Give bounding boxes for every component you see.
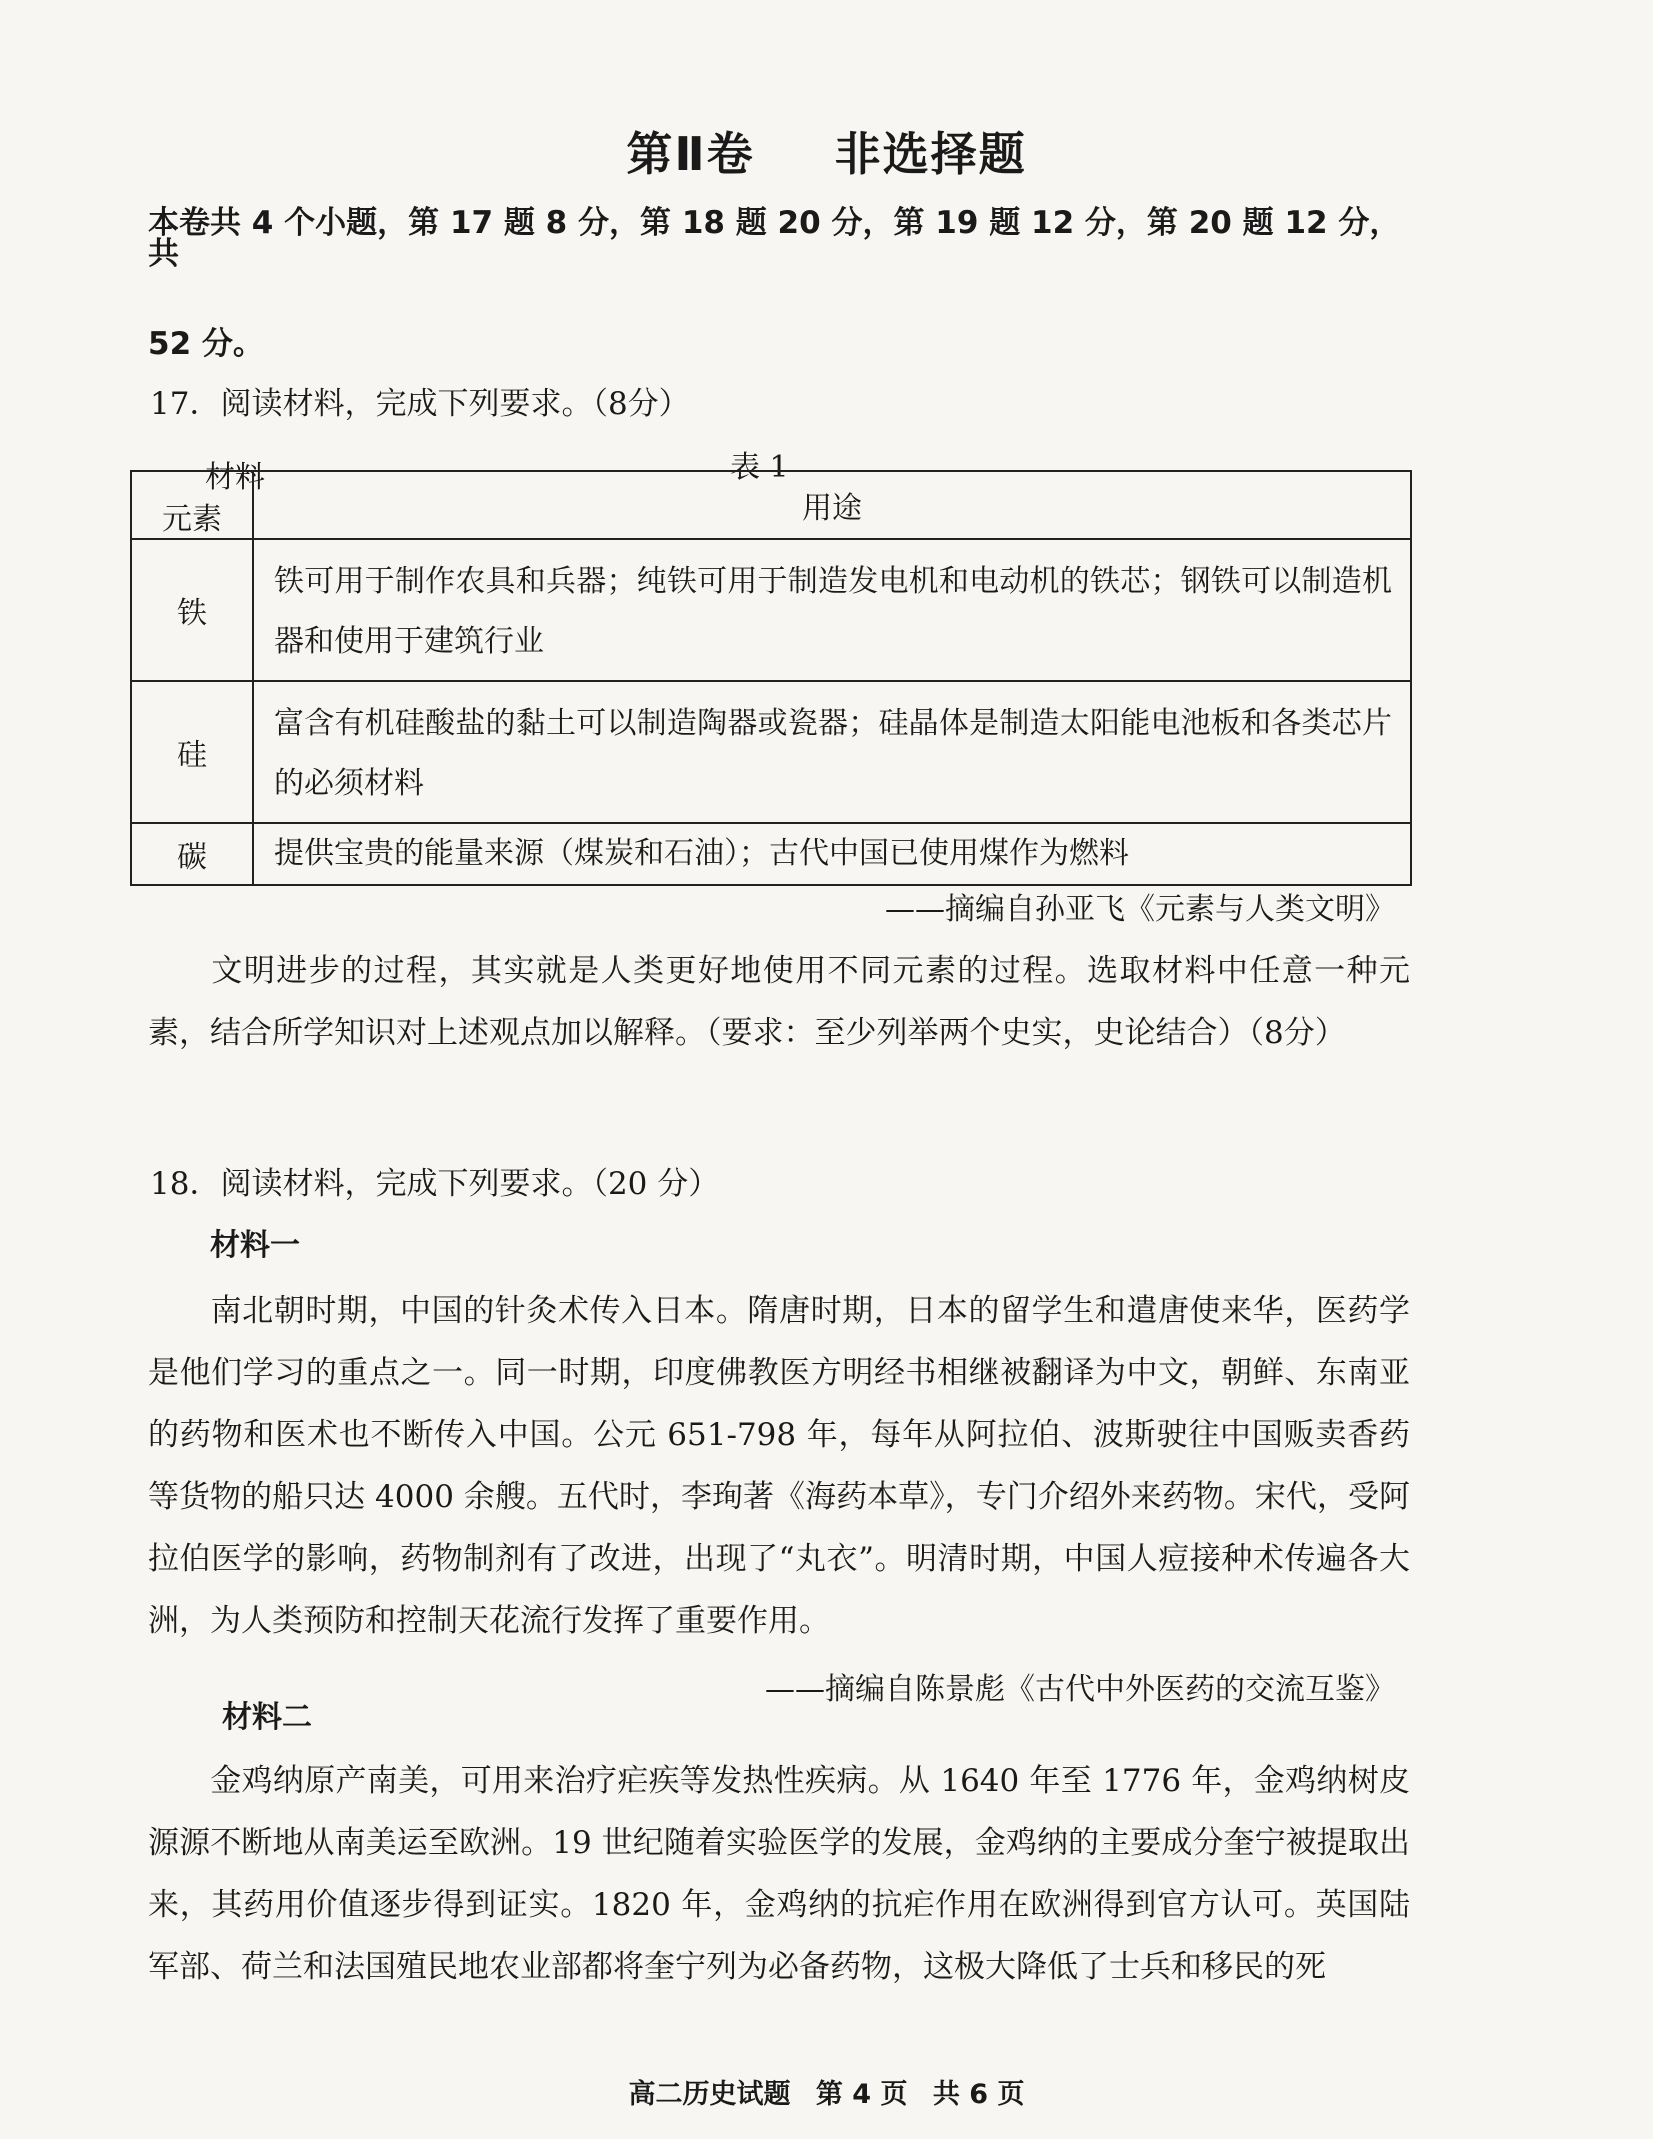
q18-material1-body: 南北朝时期，中国的针灸术传入日本。隋唐时期，日本的留学生和遣唐使来华，医药学是他们学习的重点之一。同一时期，印度佛教医方明经书相继被翻译为中文，朝鲜、东南亚的药物和医术也不断传入中国。公元 651-798 年，每年从阿拉伯、波斯驶往中国贩卖香药等货物的船只达 4000 余艘。五代时，李珣著《海药本草》，专门介绍外来药物。宋代，受阿拉伯医学的影响，药物制剂有了改进，出现了“丸衣”。明清时期，中国人痘接种术传遍各大洲，为人类预防和控制天花流行发挥了重要作用。	[148, 1293, 1410, 1639]
section-title	[0, 118, 1653, 184]
table-row	[131, 681, 1411, 823]
q18-material2-label: 材料二	[222, 1700, 312, 1735]
element-uses-table	[130, 470, 1412, 886]
q18-material1-label: 材料一	[210, 1228, 300, 1263]
table-row	[131, 539, 1411, 681]
q18-material2-text	[148, 1750, 1410, 1998]
q17-table-caption: 表 1	[730, 450, 789, 485]
section-intro-line1: 本卷共 4 个小题，第 17 题 8 分，第 18 题 20 分，第 19 题 12 分，第 20 题 12 分，共	[148, 205, 1401, 272]
table-cell-element: 碳	[131, 823, 253, 885]
q17-source: ——摘编自孙亚飞《元素与人类文明》	[885, 892, 1395, 927]
table-cell-use: 富含有机硅酸盐的黏土可以制造陶器或瓷器；硅晶体是制造太阳能电池板和各类芯片的必须材料	[253, 681, 1411, 823]
q18-material1-text	[148, 1280, 1410, 1652]
section-name: 非选择题	[834, 127, 1027, 181]
table-header-use: 用途	[253, 471, 1411, 539]
table-cell-element: 铁	[131, 539, 253, 681]
page-footer	[0, 2072, 1653, 2111]
q17-prompt: 17．阅读材料，完成下列要求。（8分）	[150, 386, 690, 422]
q17-material-label: 材料	[205, 460, 265, 495]
q17-task-text: 文明进步的过程，其实就是人类更好地使用不同元素的过程。选取材料中任意一种元素，结合所学知识对上述观点加以解释。（要求：至少列举两个史实，史论结合）（8分）	[148, 953, 1410, 1051]
q17-task	[148, 940, 1410, 1064]
table-cell-use: 提供宝贵的能量来源（煤炭和石油）；古代中国已使用煤作为燃料	[253, 823, 1411, 885]
table-cell-element: 硅	[131, 681, 253, 823]
section-intro-line2: 52 分。	[148, 326, 264, 362]
table-row	[131, 823, 1411, 885]
q18-prompt: 18．阅读材料，完成下列要求。（20 分）	[150, 1166, 720, 1202]
footer-page: 第 4 页	[815, 2079, 908, 2110]
table-header-element: 元素	[131, 471, 253, 539]
q18-material2-body: 金鸡纳原产南美，可用来治疗疟疾等发热性疾病。从 1640 年至 1776 年，金鸡纳树皮源源不断地从南美运至欧洲。19 世纪随着实验医学的发展，金鸡纳的主要成分奎宁被提取出来，其药用价值逐步得到证实。1820 年，金鸡纳的抗疟作用在欧洲得到官方认可。英国陆军部、荷兰和法国殖民地农业部都将奎宁列为必备药物，这极大降低了士兵和移民的死	[148, 1763, 1410, 1985]
footer-total: 共 6 页	[932, 2079, 1025, 2110]
footer-subject: 高二历史试题	[628, 2079, 791, 2110]
section-part: 第Ⅱ卷	[626, 127, 755, 181]
table-cell-use: 铁可用于制作农具和兵器；纯铁可用于制造发电机和电动机的铁芯；钢铁可以制造机器和使用于建筑行业	[253, 539, 1411, 681]
q18-material1-source: ——摘编自陈景彪《古代中外医药的交流互鉴》	[765, 1672, 1395, 1707]
